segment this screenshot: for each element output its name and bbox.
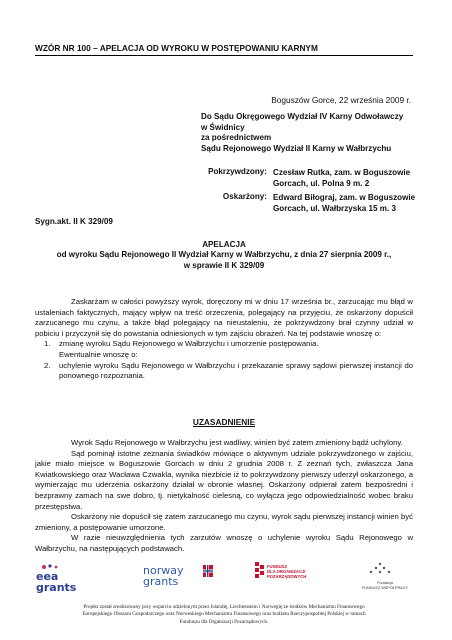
appeal-subtitle: od wyroku Sądu Rejonowego II Wydział Karny w Wałbrzychu, z dnia 27 sierpnia 2009 r.,	[56, 250, 392, 260]
alternative-line: Ewentualnie wnoszę o:	[59, 349, 138, 359]
place-date: Boguszów Gorce, 22 września 2009 r.	[271, 95, 411, 105]
justification-paragraph: Sąd pominął istotne zeznania świadków mówiące o aktywnym udziale pokrzywdzonego w zajściu, jakie miało miejsce w Boguszowie Gorcach w dniu 2 grudnia 2008 r. Z zeznań tych, zwłaszcza Jana Kwiatkowskiego oraz Wacława Czwakla, wynika niezbicie iż to pokrzywdzony pierwszy uderzył oskarżonego, a wymierzając mu uderzenia oskarżony działał w obronie własnej. Oskarżony odpierał zatem bezpośredni i bezprawny zamach na swe dobro, tj. nietykalność cielesną, co wyłącza jego odpowiedzialność wobec braku przestępstwa.	[35, 448, 413, 511]
intro-paragraph: Zaskarżam w całości powyższy wyrok, doręczony mi w dniu 17 września br., zarzucając mu błąd w ustaleniach faktycznych, mający wpływ na treść orzeczenia, polegający na przyjęciu, że oskarżony dopuścił zarzucanego mu czynu, a także błąd polegający na nieustaleniu, że pokrzywdzony brał czynny udział w pobiciu i przyczynił się do powstania odniesionych w tym zajściu obrażeń. Na tej podstawie wnoszę o:	[35, 297, 413, 338]
appeal-body	[35, 297, 413, 382]
list-item	[35, 339, 413, 350]
appeal-heading	[35, 240, 413, 271]
norway-grants-logo	[143, 565, 215, 595]
case-reference: Sygn.akt. II K 329/09	[35, 217, 113, 226]
justification-paragraph: W razie nieuwzględnienia tych zarzutów wnoszę o uchylenie wyroku Sądu Rejonowego w Wałbrzychu, na następujących podstawach.	[35, 533, 413, 553]
norway-grants-wordmark: norway grants	[143, 564, 184, 588]
eea-grants-wordmark: eea grants	[36, 570, 77, 594]
appeal-title: APELACJA	[202, 240, 246, 249]
victim-line: Czesław Rutka, zam. w Boguszowie	[273, 168, 411, 177]
defendant-details	[273, 192, 415, 214]
addressee-block	[201, 112, 403, 154]
justification-body	[35, 438, 413, 555]
justification-title: UZASADNIENIE	[192, 417, 256, 427]
justification-paragraph: Wyrok Sądu Rejonowego w Wałbrzychu jest wadliwy, winien być zatem zmieniony bądź uchylony.	[71, 438, 403, 447]
list-item	[35, 361, 413, 382]
appeal-subtitle: w sprawie II K 329/09	[183, 260, 265, 270]
list-number: 2.	[44, 360, 51, 370]
addressee-line: w Świdnicy	[201, 122, 245, 132]
fundusz-mark-icon	[255, 562, 265, 584]
fundacja-dots-icon	[365, 558, 395, 578]
document-title: WZÓR NR 100 – APELACJA OD WYROKU W POSTĘPOWANIU KARNYM	[35, 43, 318, 53]
footer-line: Europejskiego Obszaru Gospodarczego oraz Norweskiego Mechanizmu Finansowego oraz budżetu Rzeczypospolitej Polskiej w ramach	[82, 611, 366, 618]
footer-line: Projekt został zrealizowany przy wsparciu udzielonym przez Islandię, Liechtenstein i Norwegię ze środków Mechanizmu Finansowego	[83, 604, 365, 610]
victim-line: Gorcach, ul. Polna 9 m. 2	[273, 179, 370, 189]
addressee-line: Do Sądu Okręgowego Wydział IV Karny Odwoławczy	[201, 112, 404, 121]
fundacja-logo	[355, 558, 415, 598]
fundusz-line: POZARZĄDOWYCH	[267, 574, 307, 579]
addressee-line: Sądu Rejonowego Wydział II Karny w Wałbrzychu	[201, 143, 392, 153]
addressee-line: za pośrednictwem	[201, 133, 272, 143]
norway-flag-icon	[203, 565, 213, 577]
footer-note	[35, 604, 413, 626]
justification-paragraph: Oskarżony nie dopuścił się zatem zarzucanego mu czynu, wyrok sądu pierwszej instancji winien być zmieniony, a postępowanie umorzone.	[35, 512, 413, 532]
title-rule	[35, 55, 413, 56]
victim-details	[273, 167, 410, 189]
list-number: 1.	[44, 339, 51, 349]
list-text: uchylenie wyroku Sądu Rejonowego w Wałbrzychu i przekazanie sprawy sądowi pierwszej instancji do ponownego rozpoznania.	[59, 360, 413, 381]
victim-label: Pokrzywdzony:	[208, 167, 267, 176]
fundusz-line: FUNDUSZ	[267, 564, 288, 569]
defendant-line: Gorcach, ul. Wałbrzyska 15 m. 3	[273, 204, 396, 214]
fundusz-logo	[255, 562, 327, 596]
fundacja-line: FUNDUSZ WSPÓŁPRACY	[362, 586, 408, 590]
footer-line: Funduszu dla Organizacji Pozarządowych.	[179, 618, 269, 625]
defendant-label: Oskarżony:	[222, 192, 267, 201]
fundusz-line: DLA ORGANIZACJI	[267, 569, 306, 574]
fundacja-line: Fundacja	[377, 581, 393, 585]
defendant-line: Edward Biłograj, zam. w Boguszowie	[273, 193, 416, 202]
eea-grants-logo	[36, 563, 96, 595]
list-text: zmianę wyroku Sądu Rejonowego w Wałbrzychu i umorzenie postępowania.	[59, 339, 319, 349]
